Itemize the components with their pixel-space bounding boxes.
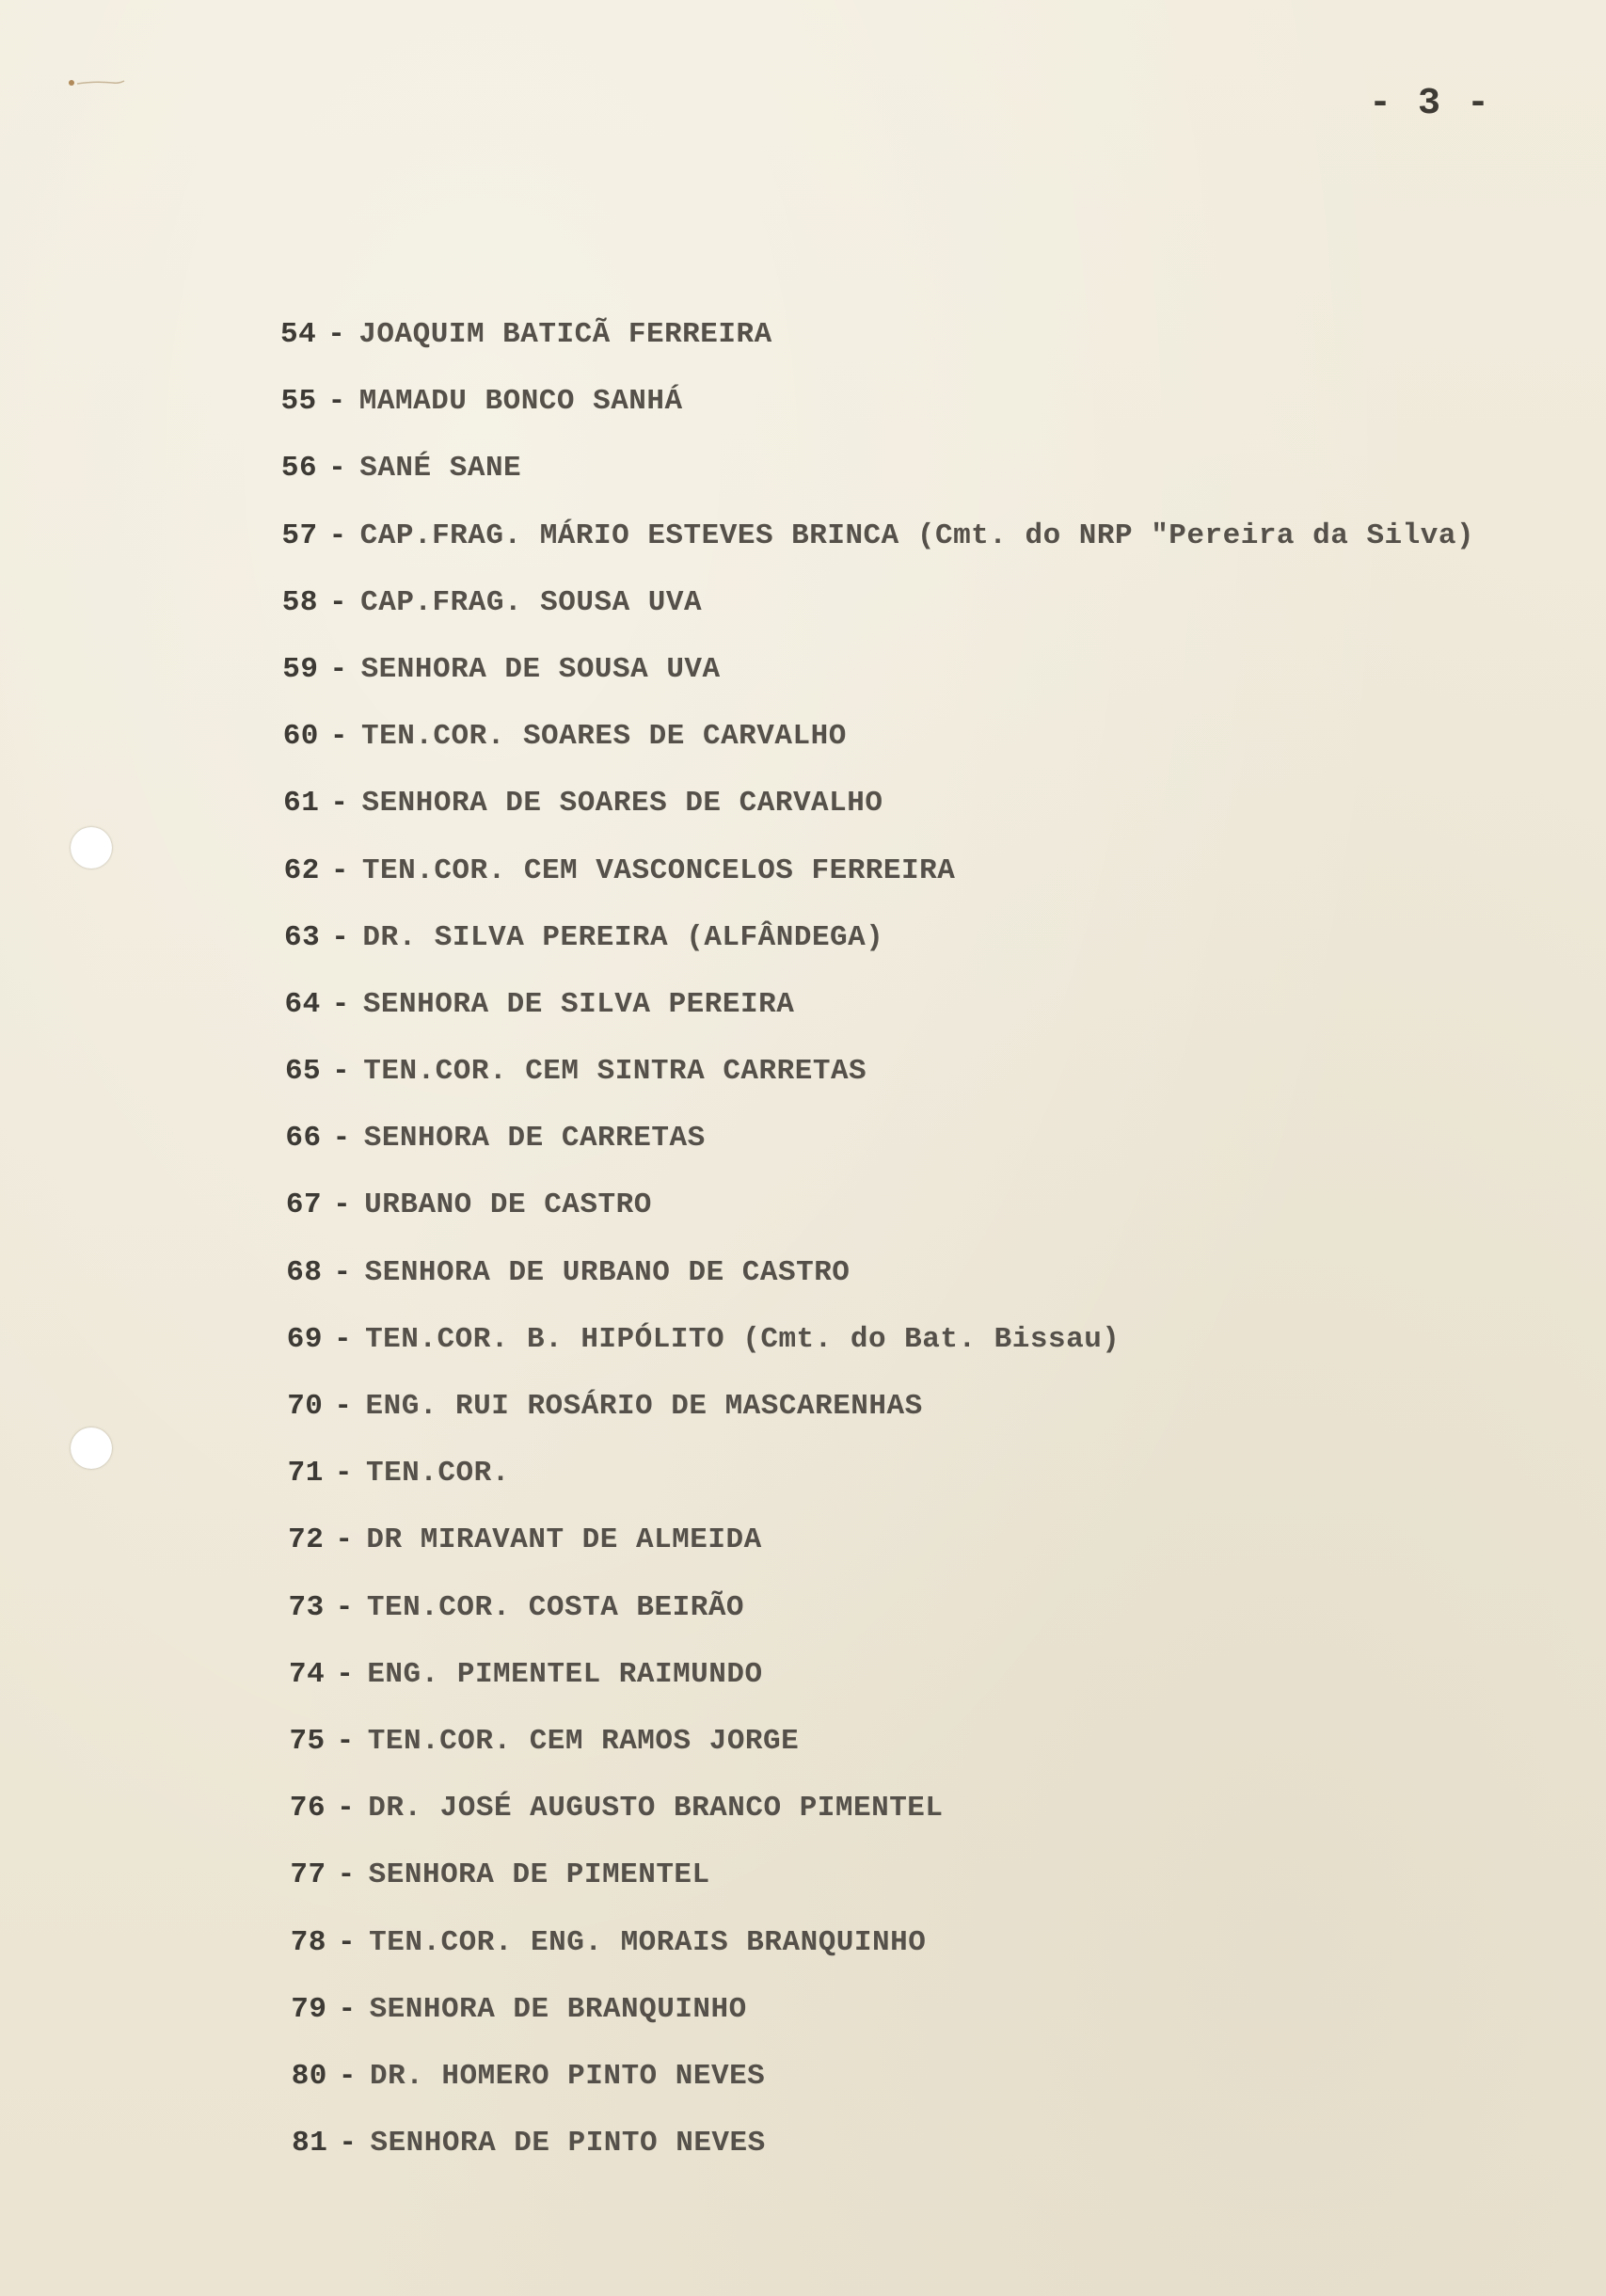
list-item [280, 375, 1579, 442]
list-item [280, 1514, 1579, 1581]
list-item [280, 1649, 1579, 1715]
entry-separator: - [334, 1390, 353, 1423]
entry-name: ENG. PIMENTEL RAIMUNDO [367, 1657, 763, 1691]
entry-name: SENHORA DE URBANO DE CASTRO [364, 1255, 851, 1289]
entry-number: 59 [282, 652, 319, 686]
entry-name: ENG. RUI ROSÁRIO DE MASCARENHAS [365, 1390, 923, 1423]
entry-name: SENHORA DE CARRETAS [363, 1122, 706, 1156]
entry-separator: - [328, 452, 347, 486]
guest-list [280, 309, 1579, 2184]
entry-number: 79 [291, 1992, 327, 2026]
entry-number: 61 [283, 787, 320, 821]
entry-separator: - [334, 1457, 353, 1491]
entry-name: TEN.COR. CEM SINTRA CARRETAS [363, 1055, 867, 1089]
entry-separator: - [328, 518, 347, 552]
entry-number: 58 [281, 585, 319, 619]
entry-number: 77 [290, 1858, 326, 1892]
list-item [280, 1849, 1579, 1916]
entry-name: TEN.COR. CEM VASCONCELOS FERREIRA [361, 853, 956, 887]
entry-name: TEN.COR. COSTA BEIRÃO [366, 1590, 745, 1624]
entry-number: 69 [286, 1322, 323, 1356]
list-item [280, 2050, 1579, 2117]
list-item [280, 912, 1579, 979]
entry-name: DR. HOMERO PINTO NEVES [370, 2059, 766, 2093]
entry-number: 66 [285, 1122, 322, 1156]
entry-separator: - [333, 1322, 353, 1356]
entry-name: SENHORA DE BRANQUINHO [369, 1992, 747, 2026]
entry-separator: - [327, 385, 346, 419]
entry-number: 81 [292, 2127, 328, 2160]
entry-separator: - [331, 920, 350, 954]
entry-number: 71 [287, 1457, 324, 1491]
entry-separator: - [332, 1055, 351, 1089]
list-item [280, 777, 1579, 844]
entry-number: 68 [286, 1255, 323, 1289]
entry-name: SENHORA DE PIMENTEL [368, 1858, 710, 1892]
list-item [280, 2117, 1579, 2184]
entry-number: 73 [288, 1590, 325, 1624]
list-item [280, 1045, 1579, 1112]
entry-name: MAMADU BONCO SANHÁ [358, 385, 683, 419]
entry-separator: - [330, 787, 349, 821]
list-item [280, 1380, 1579, 1447]
entry-number: 75 [289, 1724, 326, 1758]
list-item [280, 979, 1579, 1045]
page-number: - 3 - [1369, 83, 1492, 125]
entry-name: DR. SILVA PEREIRA (ALFÂNDEGA) [362, 920, 884, 954]
list-item [280, 710, 1579, 777]
entry-number: 62 [283, 853, 320, 887]
list-item [280, 1179, 1579, 1246]
entry-separator: - [329, 585, 348, 619]
list-item [280, 1447, 1579, 1514]
entry-number: 67 [285, 1188, 323, 1222]
list-item [280, 1715, 1579, 1782]
entry-number: 80 [291, 2059, 327, 2093]
entry-name: CAP.FRAG. MÁRIO ESTEVES BRINCA (Cmt. do NRP "Pereira da Silva) [359, 518, 1475, 552]
entry-separator: - [337, 1858, 356, 1892]
entry-name: DR MIRAVANT DE ALMEIDA [366, 1523, 762, 1557]
list-item [280, 1582, 1579, 1649]
entry-separator: - [337, 1792, 356, 1826]
entry-number: 56 [280, 452, 318, 486]
entry-name: TEN.COR. SOARES DE CARVALHO [361, 720, 847, 754]
entry-name: SENHORA DE PINTO NEVES [370, 2127, 766, 2160]
entry-separator: - [338, 1925, 357, 1959]
list-item [280, 1314, 1579, 1380]
list-item [280, 1984, 1579, 2050]
list-item [280, 1917, 1579, 1984]
entry-separator: - [335, 1523, 354, 1557]
entry-name: TEN.COR. [365, 1457, 510, 1491]
entry-separator: - [333, 1255, 352, 1289]
entry-separator: - [331, 987, 350, 1021]
entry-separator: - [330, 853, 349, 887]
entry-separator: - [336, 1657, 355, 1691]
entry-number: 57 [281, 518, 318, 552]
entry-number: 74 [289, 1657, 326, 1691]
punch-hole-upper [71, 827, 112, 869]
entry-number: 72 [288, 1523, 325, 1557]
entry-number: 64 [284, 987, 321, 1021]
entry-name: TEN.COR. ENG. MORAIS BRANQUINHO [369, 1925, 927, 1959]
list-item [280, 577, 1579, 644]
entry-number: 65 [284, 1055, 322, 1089]
entry-separator: - [339, 2127, 358, 2160]
entry-separator: - [329, 720, 349, 754]
entry-number: 54 [280, 318, 317, 351]
entry-name: SENHORA DE SILVA PEREIRA [362, 987, 795, 1021]
entry-name: URBANO DE CASTRO [364, 1188, 652, 1222]
entry-separator: - [332, 1122, 351, 1156]
entry-name: DR. JOSÉ AUGUSTO BRANCO PIMENTEL [368, 1792, 944, 1826]
list-item [280, 1112, 1579, 1179]
list-item [280, 1247, 1579, 1314]
entry-number: 63 [284, 920, 321, 954]
entry-number: 60 [282, 720, 319, 754]
entry-number: 78 [290, 1925, 327, 1959]
entry-separator: - [338, 2059, 358, 2093]
entry-separator: - [333, 1188, 352, 1222]
entry-name: SENHORA DE SOARES DE CARVALHO [361, 787, 883, 821]
entry-number: 70 [287, 1390, 324, 1423]
entry-name: TEN.COR. CEM RAMOS JORGE [367, 1724, 800, 1758]
entry-name: CAP.FRAG. SOUSA UVA [360, 585, 703, 619]
entry-name: TEN.COR. B. HIPÓLITO (Cmt. do Bat. Bissau) [365, 1322, 1121, 1356]
entry-name: SANÉ SANE [359, 452, 522, 486]
list-item [280, 845, 1579, 912]
entry-name: JOAQUIM BATICÃ FERREIRA [358, 318, 772, 351]
list-item [280, 510, 1579, 577]
list-item [280, 1782, 1579, 1849]
entry-separator: - [327, 318, 346, 351]
entry-separator: - [335, 1590, 354, 1624]
list-item [280, 309, 1579, 375]
entry-separator: - [336, 1724, 355, 1758]
entry-number: 76 [289, 1792, 326, 1826]
entry-separator: - [329, 652, 348, 686]
entry-separator: - [338, 1992, 357, 2026]
list-item [280, 644, 1579, 710]
entry-number: 55 [280, 385, 317, 419]
list-item [280, 442, 1579, 509]
entry-name: SENHORA DE SOUSA UVA [360, 652, 721, 686]
rust-mark [66, 77, 132, 88]
punch-hole-lower [71, 1427, 112, 1469]
